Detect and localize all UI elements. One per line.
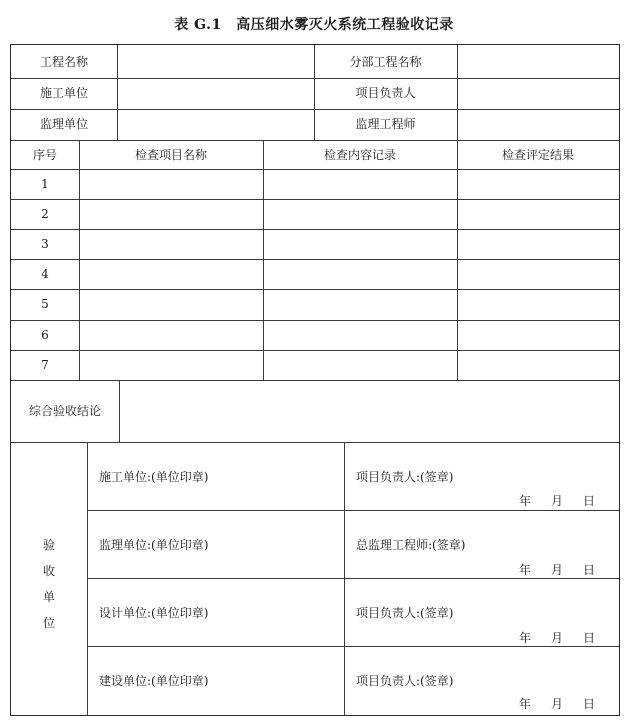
col-divider (117, 45, 118, 140)
col-divider (344, 442, 345, 715)
unit-supervision-seal: 监理单位:(单位印章) (99, 538, 209, 552)
unit-construction-signer: 项目负责人:(签章) (356, 470, 454, 484)
col-divider (87, 442, 88, 715)
row-divider (11, 320, 619, 321)
row-number: 3 (41, 237, 49, 251)
row-number: 7 (41, 358, 49, 372)
row-divider (11, 259, 619, 260)
label-project-leader: 项目负责人 (355, 86, 416, 100)
row-divider (11, 78, 619, 79)
date-month: 月 (551, 697, 564, 711)
row-divider (11, 169, 619, 170)
date-day: 日 (583, 494, 596, 508)
table-title: 表 G.1 高压细水雾灭火系统工程验收记录 (174, 17, 454, 33)
date-year: 年 (519, 697, 532, 711)
date-month: 月 (551, 631, 564, 645)
row-divider (11, 380, 619, 381)
row-divider (11, 109, 619, 110)
row-divider (11, 140, 619, 141)
unit-design-seal: 设计单位:(单位印章) (99, 606, 209, 620)
row-number: 6 (41, 328, 49, 342)
row-divider (87, 510, 619, 511)
label-supervision-unit: 监理单位 (39, 117, 88, 131)
row-divider (11, 289, 619, 290)
row-divider (11, 229, 619, 230)
label-sub-project-name: 分部工程名称 (349, 55, 422, 69)
row-number: 2 (41, 207, 49, 221)
col-header-evaluation-result: 检查评定结果 (501, 148, 574, 162)
date-day: 日 (583, 631, 596, 645)
col-header-serial: 序号 (32, 148, 57, 162)
col-divider (457, 45, 458, 140)
row-divider (11, 442, 619, 443)
row-divider (87, 646, 619, 647)
col-header-item-name: 检查项目名称 (134, 148, 207, 162)
row-number: 1 (41, 177, 49, 191)
label-construction-unit: 施工单位 (39, 86, 88, 100)
date-month: 月 (551, 563, 564, 577)
acceptance-record-table (10, 44, 620, 716)
label-project-name: 工程名称 (39, 55, 88, 69)
date-year: 年 (519, 563, 532, 577)
date-year: 年 (519, 494, 532, 508)
unit-supervision-signer: 总监理工程师:(签章) (356, 538, 466, 552)
col-divider (119, 380, 120, 442)
col-divider (263, 140, 264, 380)
date-year: 年 (519, 631, 532, 645)
unit-owner-signer: 项目负责人:(签章) (356, 674, 454, 688)
col-divider (79, 140, 80, 380)
unit-owner-seal: 建设单位:(单位印章) (99, 674, 209, 688)
date-day: 日 (583, 697, 596, 711)
date-month: 月 (551, 494, 564, 508)
label-acceptance-units: 验 收 单 位 (42, 538, 55, 630)
row-number: 4 (41, 267, 49, 281)
label-supervising-engineer: 监理工程师 (355, 117, 416, 131)
row-divider (11, 350, 619, 351)
unit-design-signer: 项目负责人:(签章) (356, 606, 454, 620)
col-header-content-record: 检查内容记录 (323, 148, 396, 162)
row-divider (11, 199, 619, 200)
row-number: 5 (41, 297, 49, 311)
date-day: 日 (583, 563, 596, 577)
col-divider (457, 140, 458, 380)
row-divider (87, 578, 619, 579)
label-overall-conclusion: 综合验收结论 (28, 404, 101, 418)
unit-construction-seal: 施工单位:(单位印章) (99, 470, 209, 484)
